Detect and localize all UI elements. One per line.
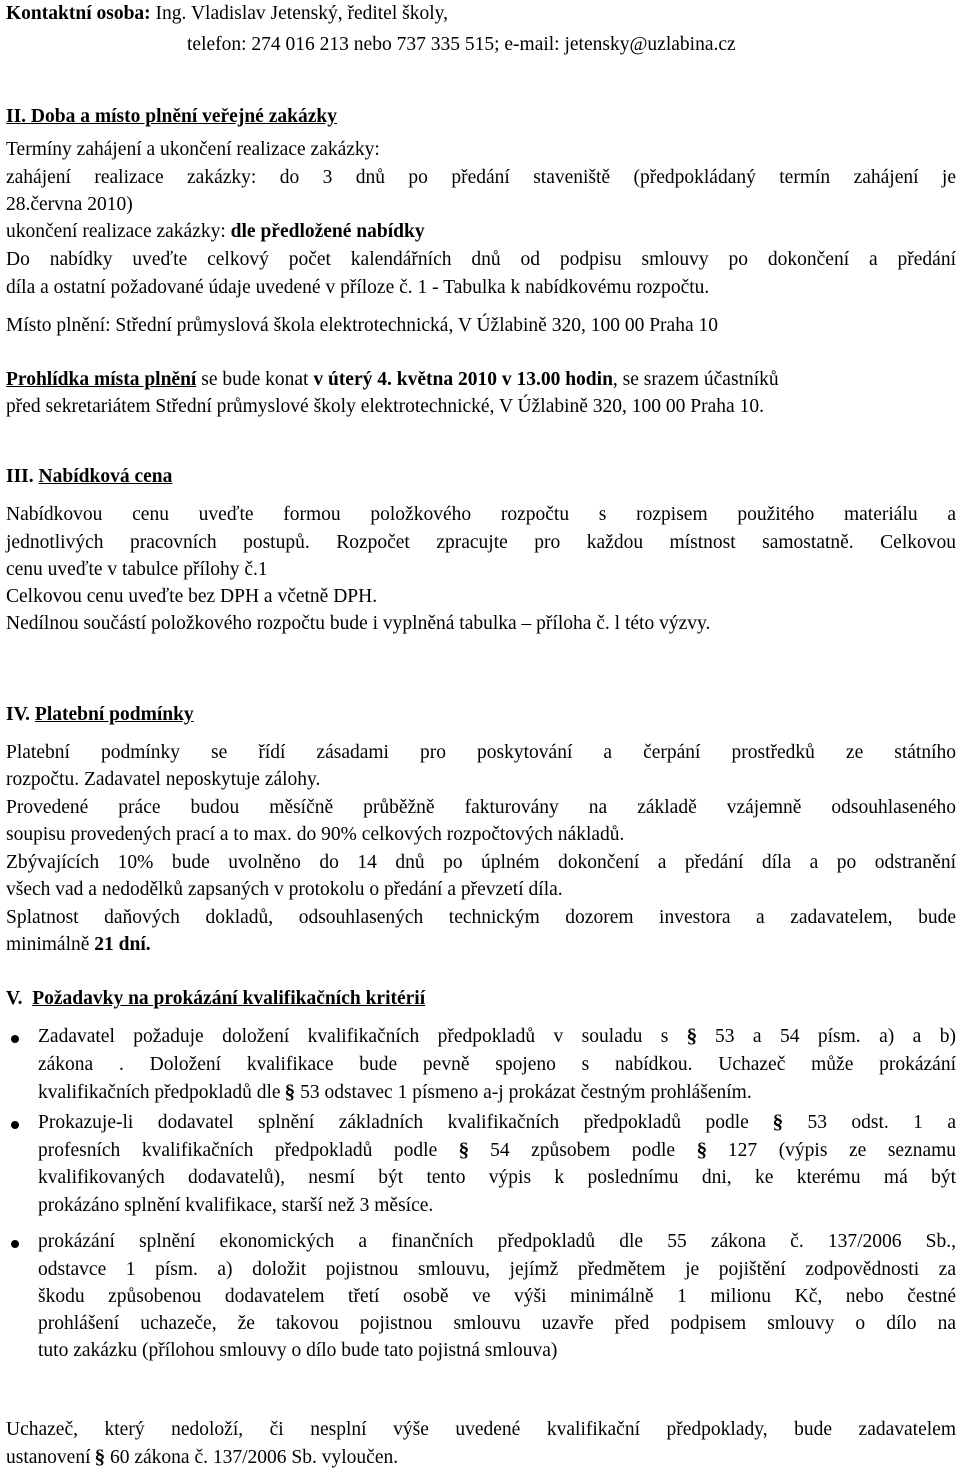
site-visit-text-end: , se srazem účastníků xyxy=(612,369,779,390)
section-5-number: V. xyxy=(6,988,23,1009)
b2-line-2 xyxy=(38,1139,956,1162)
s4-line: Platební podmínky se řídí zásadami pro poskytování a čerpání prostředků ze státního xyxy=(6,742,956,763)
contact-name: Ing. Vladislav Jetenský, ředitel školy, xyxy=(155,3,448,24)
s3-line: Nedílnou součástí položkového rozpočtu bude i vyplněná tabulka – příloha č. l této výzvy. xyxy=(6,613,711,634)
b1-text: Zadavatel požaduje doložení kvalifikačních předpokladů v souladu s xyxy=(38,1026,669,1047)
s2-line: Do nabídky uveďte celkový počet kalendářních dnů od podpisu smlouvy po dokončení a předání xyxy=(6,249,956,270)
s2-line: Termíny zahájení a ukončení realizace zakázky: xyxy=(6,139,380,160)
s2-line: díla a ostatní požadované údaje uvedené v příloze č. 1 - Tabulka k nabídkovému rozpočtu. xyxy=(6,277,710,298)
b2-line-4: prokázáno splnění kvalifikace, starší než 3 měsíce. xyxy=(38,1195,434,1216)
closing-line-2 xyxy=(6,1446,398,1469)
b1-line-3 xyxy=(38,1081,752,1104)
b2-text: profesních kvalifikačních předpokladů podle xyxy=(38,1140,438,1161)
site-visit-text: se bude konat xyxy=(201,369,309,390)
b3-line-1: prokázání splnění ekonomických a finančních předpokladů dle 55 zákona č. 137/2006 Sb., xyxy=(38,1231,956,1252)
b1-text: kvalifikačních předpokladů dle xyxy=(38,1082,281,1103)
s4-line: všech vad a nedodělků zapsaných v protokolu o předání a převzetí díla. xyxy=(6,879,563,900)
s2-completion-label: ukončení realizace zakázky: xyxy=(6,221,226,242)
s2-completion xyxy=(6,220,425,243)
s4-line: Provedené práce budou měsíčně průběžně fakturovány na základě vzájemně odsouhlaseného xyxy=(6,797,956,818)
section-4-number: IV. xyxy=(6,704,31,725)
section-sign: § xyxy=(94,1447,106,1468)
b1-text: 53 odstavec 1 písmeno a-j prokázat čestným prohlášením. xyxy=(300,1082,752,1103)
s4-min-days xyxy=(6,933,151,956)
b3-line-4: prohlášení uchazeče, že takovou pojistnou smlouvu uzavře před podpisem smlouvy o dílo na xyxy=(38,1313,956,1334)
closing-line-1: Uchazeč, který nedoloží, či nesplní výše uvedené kvalifikační předpoklady, bude zadavatelem xyxy=(6,1419,956,1440)
section-sign: § xyxy=(686,1026,698,1047)
s2-line: zahájení realizace zakázky: do 3 dnů po předání staveniště (předpokládaný termín zahájení je xyxy=(6,167,956,188)
b1-text: 53 a 54 písm. a) a b) xyxy=(714,1026,956,1047)
section-3-heading xyxy=(6,465,172,488)
s2-line: 28.června 2010) xyxy=(6,194,133,215)
site-visit-date: v úterý 4. května 2010 v 13.00 hodin xyxy=(313,369,613,390)
site-visit xyxy=(6,368,779,391)
section-sign: § xyxy=(696,1140,707,1161)
contact-line xyxy=(6,2,448,25)
s4-line: soupisu provedených prací a to max. do 90% celkových rozpočtových nákladů. xyxy=(6,824,625,845)
b2-text: 54 způsobem podle xyxy=(490,1140,676,1161)
b3-line-2: odstavce 1 písm. a) doložit pojistnou smlouvu, jejímž předmětem je pojištění zodpovědnosti za xyxy=(38,1259,956,1280)
s3-line: jednotlivých pracovních postupů. Rozpočet zpracujte pro každou místnost samostatně. Celkovou xyxy=(6,532,956,553)
s3-line: Celkovou cenu uveďte bez DPH a včetně DPH. xyxy=(6,586,378,607)
s4-line: Splatnost daňových dokladů, odsouhlasených technickým dozorem investora a zadavatelem, bude xyxy=(6,907,956,928)
s3-line: cenu uveďte v tabulce přílohy č.1 xyxy=(6,559,268,580)
s4-line: rozpočtu. Zadavatel neposkytuje zálohy. xyxy=(6,769,321,790)
section-sign: § xyxy=(772,1112,784,1133)
b2-text: 53 odst. 1 a xyxy=(807,1112,957,1133)
contact-label: Kontaktní osoba: xyxy=(6,3,151,24)
s4-line: Zbývajících 10% bude uvolněno do 14 dnů po úplném dokončení a předání díla a po odstranění xyxy=(6,852,956,873)
section-sign: § xyxy=(284,1082,296,1103)
s4-min-days-value: 21 dní. xyxy=(94,934,151,955)
site-visit-label: Prohlídka místa plnění xyxy=(6,369,197,390)
b2-line-3: kvalifikovaných dodavatelů), nesmí být tento výpis k poslednímu dni, ke kterému má být xyxy=(38,1167,956,1188)
section-3-number: III. xyxy=(6,466,34,487)
b3-line-3: škodu způsobenou dodavatelem třetí osobě ve výši minimálně 1 milionu Kč, nebo čestné xyxy=(38,1286,956,1307)
place-of-performance: Místo plnění: Střední průmyslová škola elektrotechnická, V Úžlabině 320, 100 00 Praha 10 xyxy=(6,315,718,336)
b1-line-2: zákona . Doložení kvalifikace bude pevně spojeno s nabídkou. Uchazeč může prokázání xyxy=(38,1054,956,1075)
bullet-icon xyxy=(8,1032,22,1046)
s4-min-days-label: minimálně xyxy=(6,934,90,955)
section-5-heading xyxy=(6,987,425,1010)
s2-completion-value: dle předložené nabídky xyxy=(230,221,425,242)
closing-text: 60 zákona č. 137/2006 Sb. vyloučen. xyxy=(109,1447,399,1468)
bullet-icon xyxy=(8,1237,22,1251)
section-3-title: Nabídková cena xyxy=(38,466,173,487)
b3-line-5: tuto zakázku (přílohou smlouvy o dílo bude tato pojistná smlouva) xyxy=(38,1340,558,1361)
section-5-title: Požadavky na prokázání kvalifikačních kritérií xyxy=(32,988,426,1009)
b2-line-1 xyxy=(38,1111,956,1134)
bullet-icon xyxy=(8,1118,22,1132)
section-4-heading xyxy=(6,703,194,726)
contact-phone: telefon: 274 016 213 nebo 737 335 515; e-mail: jetensky@uzlabina.cz xyxy=(187,34,736,55)
s3-line: Nabídkovou cenu uveďte formou položkového rozpočtu s rozpisem použitého materiálu a xyxy=(6,504,956,525)
b1-line-1 xyxy=(38,1025,956,1048)
b2-text: 127 (výpis ze seznamu xyxy=(727,1140,957,1161)
closing-text: ustanovení xyxy=(6,1447,91,1468)
site-visit-location: před sekretariátem Střední průmyslové školy elektrotechnické, V Úžlabině 320, 100 00 Praha 10. xyxy=(6,396,764,417)
section-sign: § xyxy=(458,1140,470,1161)
b2-text: Prokazuje-li dodavatel splnění základních kvalifikačních předpokladů podle xyxy=(38,1112,749,1133)
section-2-heading: II. Doba a místo plnění veřejné zakázky xyxy=(6,106,337,127)
section-4-title: Platební podmínky xyxy=(34,704,194,725)
